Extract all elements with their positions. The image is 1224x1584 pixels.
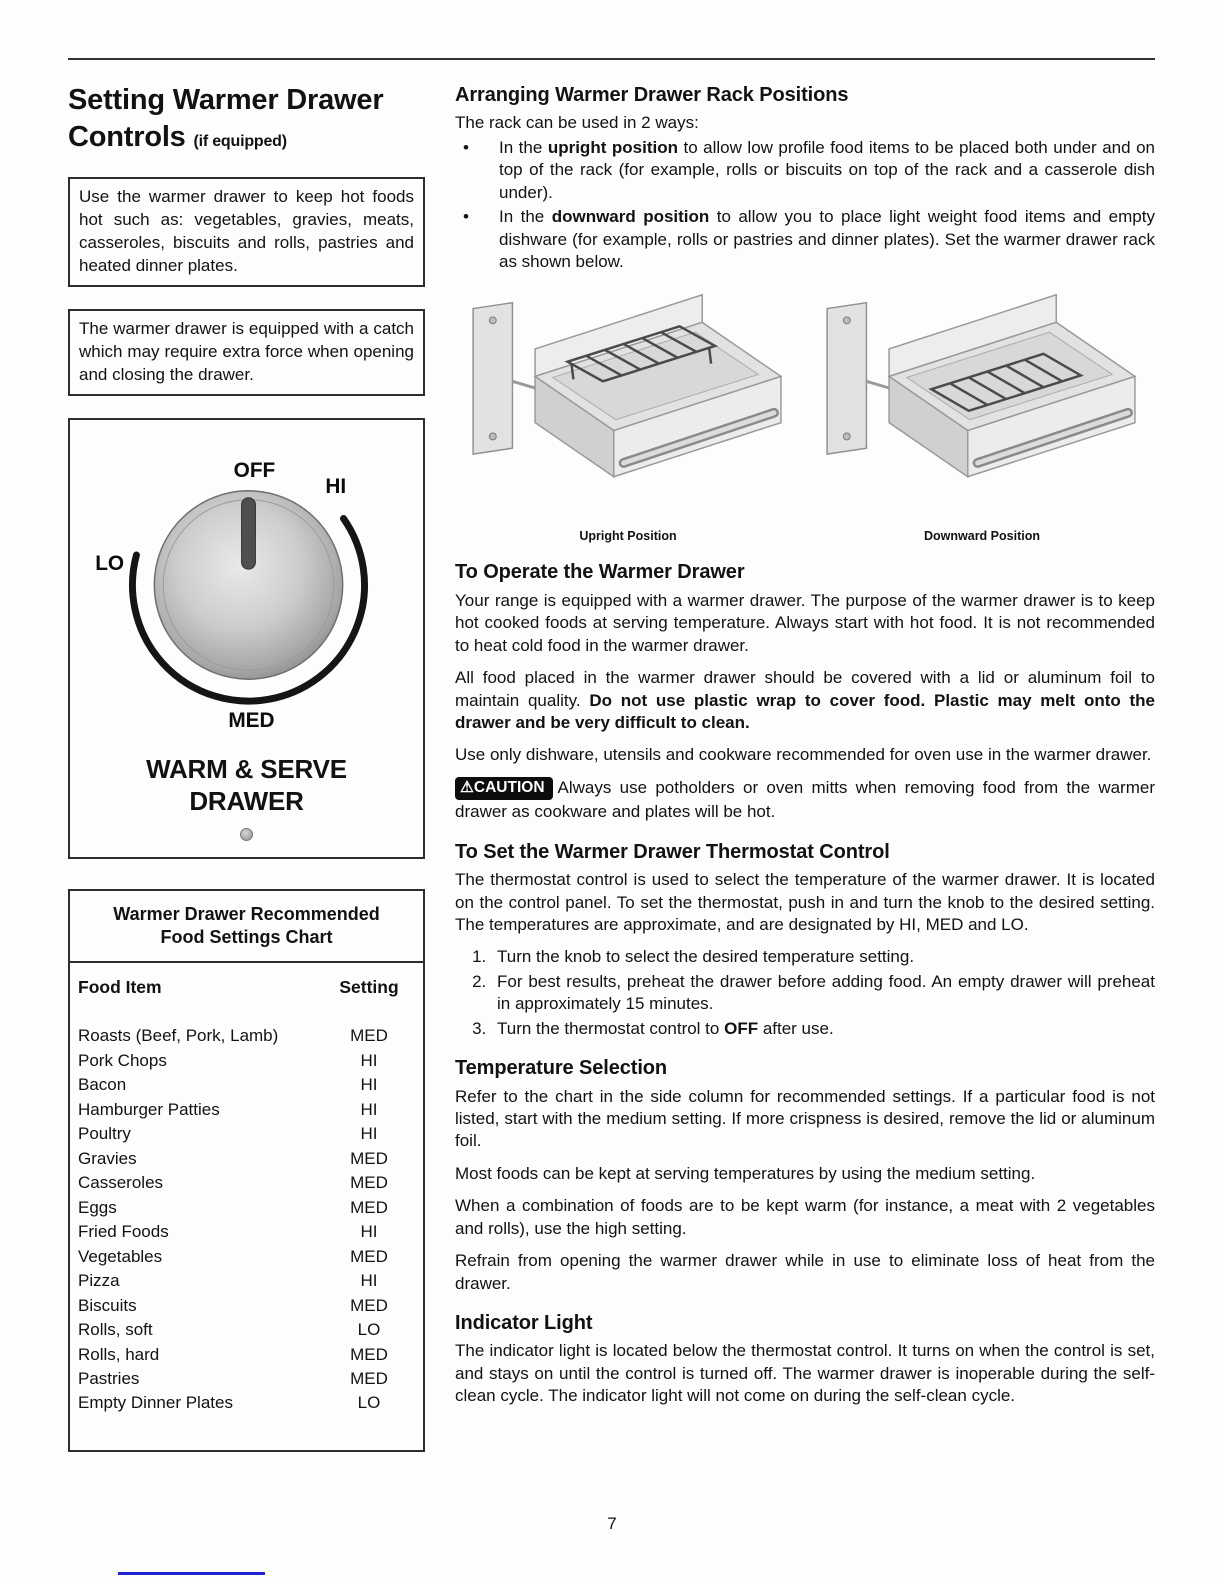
chart-title-line1: Warmer Drawer Recommended [113,903,380,924]
food-item: Rolls, soft [78,1320,153,1340]
downward-position-figure [809,283,1155,544]
thermostat-step-1: 1. Turn the knob to select the desired temperature setting. [491,946,1155,968]
bullet-downward-post: to allow you to place light weight food items and empty dishware (for example, rolls or pastries and dinner plates). Set the warmer drawer rack as shown below. [499,207,1155,272]
table-row [78,1220,413,1244]
heading-temperature: Temperature Selection [455,1057,668,1080]
food-setting: LO [357,1320,381,1340]
heading-thermostat: To Set the Warmer Drawer Thermostat Control [455,840,890,863]
food-setting: HI [360,1222,378,1242]
table-row [78,1171,413,1195]
food-item: Gravies [78,1148,137,1168]
downward-position-caption: Downward Position [924,528,1040,543]
table-row [78,1024,413,1048]
bullet-upright-text [499,137,1155,204]
food-item: Rolls, hard [78,1344,160,1364]
left-column [68,82,425,1452]
bullet-downward [455,206,1155,273]
page-number: 7 [607,1514,617,1533]
caution-note [455,777,1155,824]
table-row [78,1367,413,1391]
table-row [78,1391,413,1415]
food-setting: HI [360,1075,378,1095]
thermostat-p1: The thermostat control is used to select the temperature of the warmer drawer. It is located on the control panel. To set the thermostat, push in and turn the knob to the desired setting. The temperatures are approximate, and are designated by HI, MED and LO. [455,870,1155,934]
heading-arranging-rack: Arranging Warmer Drawer Rack Positions [455,84,849,106]
food-setting: HI [360,1271,378,1291]
columns [68,82,1155,1452]
knob-label-med: MED [228,708,275,732]
page-title [68,82,425,155]
food-item: Biscuits [78,1295,137,1315]
table-row [78,1343,413,1367]
top-rule [68,58,1155,60]
temperature-p4: Refrain from opening the warmer drawer while in use to eliminate loss of heat from the drawer. [455,1251,1155,1293]
food-item: Vegetables [78,1246,163,1266]
knob-pointer-slot [242,497,256,568]
page-title-line1: Setting Warmer Drawer [68,84,384,116]
food-item: Pork Chops [78,1050,167,1070]
heading-operate: To Operate the Warmer Drawer [455,561,745,584]
food-item: Roasts (Beef, Pork, Lamb) [78,1026,279,1046]
upright-position-caption: Upright Position [579,528,677,543]
food-item: Pizza [78,1271,120,1291]
operate-p2 [455,667,1155,734]
table-row [78,1318,413,1342]
knob-caption-line2: DRAWER [189,786,304,817]
rack-figures [455,283,1155,544]
indicator-light [240,828,253,841]
chart-title-line2: Food Settings Chart [160,927,333,948]
operate-p3: Use only dishware, utensils and cookware recommended for oven use in the warmer drawer. [455,745,1152,765]
chart-title [70,891,423,964]
bullet-upright-post: to allow low profile food items to be placed both under and on top of the rack (for example, rolls or biscuits on top of the rack and a casserole dish under). [499,137,1156,202]
temperature-p1: Refer to the chart in the side column for recommended settings. If a particular food is not listed, start with the medium setting. If more crispness is desired, remove the lid or aluminum foil. [455,1086,1155,1151]
operate-p2-bold: Do not use plastic wrap to cover food. Plastic may melt onto the drawer and be very difficult to clean. [455,690,1155,732]
bullet-downward-bold: downward position [551,207,710,227]
food-setting: HI [360,1099,378,1119]
table-row [78,1269,413,1293]
knob-label-off: OFF [233,458,276,482]
table-row [78,1147,413,1171]
bullet-upright-bold: upright position [547,137,678,157]
chart-header-item: Food Item [78,977,162,998]
food-setting: MED [350,1026,388,1046]
food-setting: MED [350,1368,388,1388]
food-item: Eggs [78,1197,117,1217]
food-item: Pastries [78,1368,140,1388]
food-item: Bacon [78,1075,127,1095]
thermostat-steps [455,946,1155,1040]
food-setting: MED [350,1148,388,1168]
thermostat-knob-illustration [70,430,427,740]
operate-p1: Your range is equipped with a warmer drawer. The purpose of the warmer drawer is to keep hot cooked foods at serving temperature. Always start with hot food. It is not recommended to heat cold food in the warmer drawer. [455,590,1155,655]
upright-position-illustration [461,283,796,521]
chart-header [78,977,413,998]
food-item: Empty Dinner Plates [78,1393,233,1413]
page-title-line2: Controls [68,120,186,153]
table-row [78,1098,413,1122]
temperature-p3: When a combination of foods are to be kept warm (for instance, a meat with 2 vegetables and rolls), use the high setting. [455,1196,1155,1238]
table-row [78,1122,413,1146]
food-setting: MED [350,1344,388,1364]
page-title-suffix: (if equipped) [193,132,287,150]
thermostat-step-3-pre: Turn the thermostat control to [497,1018,725,1038]
food-item: Hamburger Patties [78,1099,220,1119]
food-setting: MED [350,1197,388,1217]
thermostat-step-3-post: after use. [758,1018,834,1038]
food-settings-chart [68,889,425,1452]
food-setting: MED [350,1295,388,1315]
caution-badge [455,777,553,800]
bullet-upright-pre: In the [499,137,548,157]
chart-rows [78,1024,413,1416]
knob-caption [70,753,423,818]
knob-label-lo: LO [95,551,125,575]
footer-link-underline[interactable] [118,1572,265,1575]
table-row [78,1294,413,1318]
bullet-downward-pre: In the [499,207,552,227]
heading-indicator: Indicator Light [455,1312,593,1335]
thermostat-step-3 [491,1018,1155,1040]
chart-body [70,963,423,1450]
thermostat-step-3-bold: OFF [724,1018,759,1038]
table-row [78,1049,413,1073]
temperature-p2: Most foods can be kept at serving temperatures by using the medium setting. [455,1163,1036,1183]
warning-icon: ⚠ [460,778,474,796]
table-row [78,1073,413,1097]
food-setting: MED [350,1173,388,1193]
food-item: Casseroles [78,1173,164,1193]
note-catch: The warmer drawer is equipped with a catch which may require extra force when opening and closing the drawer. [68,309,425,396]
chart-header-setting: Setting [339,977,399,998]
table-row [78,1245,413,1269]
caution-badge-label: CAUTION [473,778,545,796]
thermostat-step-2: 2. For best results, preheat the drawer before adding food. An empty drawer will preheat in approximately 15 minutes. [491,971,1155,1016]
food-setting: MED [350,1246,388,1266]
bullet-downward-text [499,206,1155,273]
downward-position-illustration [815,283,1150,521]
food-setting: HI [360,1124,378,1144]
rack-intro: The rack can be used in 2 ways: [455,113,699,133]
upright-position-figure [455,283,801,544]
table-row [78,1196,413,1220]
note-usage: Use the warmer drawer to keep hot foods hot such as: vegetables, gravies, meats, casseroles, biscuits and rolls, pastries and heated dinner plates. [68,177,425,287]
food-setting: HI [360,1050,378,1070]
operate-p2-pre: All food placed in the warmer drawer should be covered with a lid or aluminum foil to maintain quality. [455,668,1155,710]
knob-caption-line1: WARM & SERVE [146,753,347,784]
bullet-upright [455,137,1155,204]
caution-text: Always use potholders or oven mitts when removing food from the warmer drawer as cookware and plates will be hot. [455,777,1155,822]
food-item: Fried Foods [78,1222,169,1242]
right-column [455,82,1155,1452]
indicator-p1: The indicator light is located below the thermostat control. It turns on when the control is set, and stays on until the control is turned off. The warmer drawer is inoperable during the self-clean cycle. The indicator light will not come on during the self-clean cycle. [455,1341,1155,1406]
knob-label-hi: HI [325,474,347,498]
food-setting: LO [357,1393,381,1413]
thermostat-knob-panel [68,418,425,859]
food-item: Poultry [78,1124,131,1144]
